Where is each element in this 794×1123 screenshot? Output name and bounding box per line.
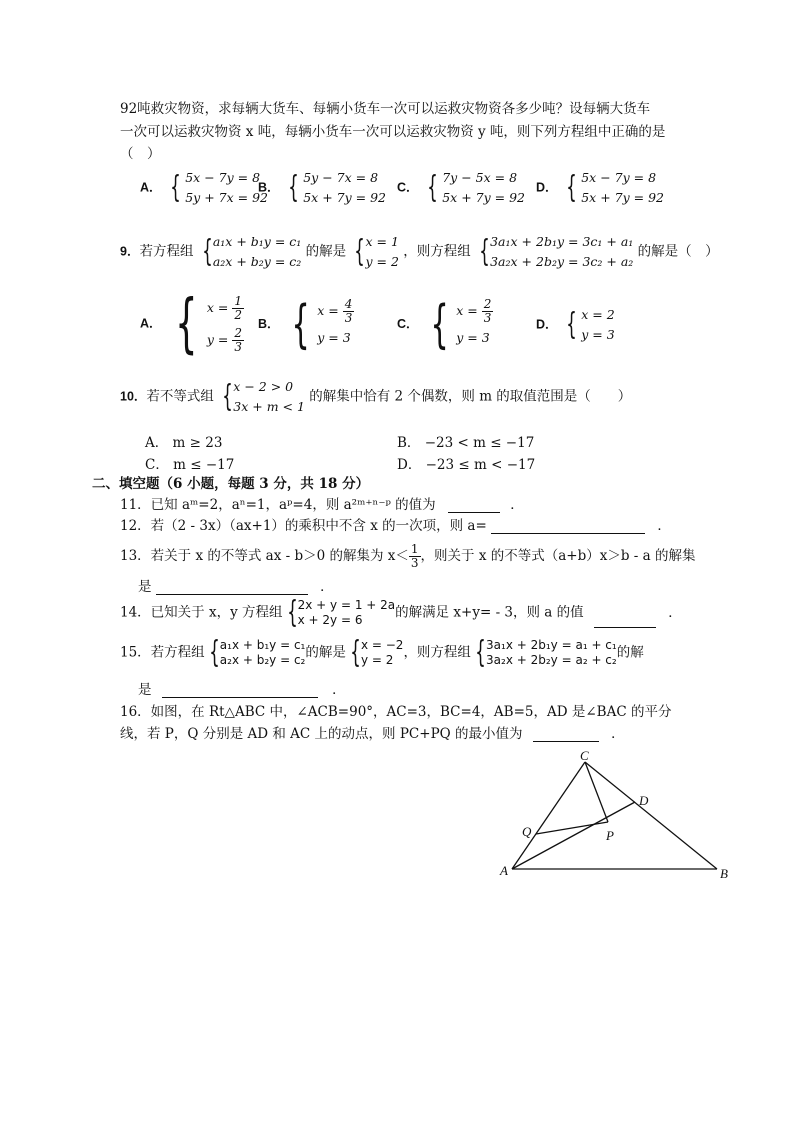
label-d: D — [639, 793, 649, 808]
brace-icon: { — [208, 635, 220, 670]
period: ． — [657, 518, 671, 534]
segment-cb — [585, 762, 717, 869]
option-label: B． — [258, 180, 280, 195]
brace-icon: { — [202, 234, 213, 269]
q8-line2: 一次可以运救灾物资 x 吨，每辆小货车一次可以运救灾物资 y 吨，则下列方程组中正确的是 — [120, 124, 666, 140]
period: ． — [611, 726, 625, 742]
equation: y = 3 — [456, 330, 490, 345]
brace-icon: { — [288, 170, 299, 205]
brace-icon: { — [427, 170, 438, 205]
q14-post: 的解满足 x+y= - 3，则 a 的值 — [395, 604, 584, 621]
answer-blank[interactable] — [594, 627, 656, 628]
segment-pq — [536, 822, 608, 834]
q9-post: 的解是（ ） — [637, 243, 719, 260]
brace-icon: { — [566, 307, 577, 342]
equation: 7y − 5x = 8 — [442, 170, 518, 185]
option-label: D． — [536, 180, 558, 195]
equation: x = 2 — [581, 307, 615, 322]
equation: x − 2 > 0 — [233, 379, 294, 394]
equation: 3a₂x + 2b₂y = 3c₂ + a₂ — [490, 254, 634, 269]
equation: 5x + 7y = 92 — [303, 190, 386, 205]
q10-stem — [120, 377, 631, 417]
q8-option-c[interactable] — [397, 168, 525, 208]
q11 — [120, 493, 524, 513]
q10-option-b[interactable]: B． −23 < m ≤ −17 — [397, 435, 535, 451]
equation: a₂x + b₂y = c₂ — [219, 653, 306, 667]
equation: y = 3 — [581, 327, 615, 342]
fraction-numerator: 1 — [234, 294, 242, 308]
equation: 2x + y = 1 + 2a — [297, 598, 396, 612]
q13-pre: 13．若关于 x 的不等式 ax - b＞0 的解集为 x＜ — [120, 548, 409, 564]
q15-post: 的解 — [616, 644, 644, 661]
q10-pre: 若不等式组 — [146, 388, 214, 405]
equation: 5y + 7x = 92 — [185, 190, 268, 205]
period: ． — [320, 579, 334, 595]
question-number: 9． — [120, 244, 140, 259]
equation: 5x − 7y = 8 — [581, 170, 657, 185]
question-number: 10． — [120, 389, 147, 404]
equation: y = 3 — [317, 330, 351, 345]
equation: 3x + m < 1 — [233, 399, 305, 414]
q16-line2-text: 线，若 P，Q 分别是 AD 和 AC 上的动点，则 PC+PQ 的最小值为 — [120, 726, 523, 742]
q8-option-b[interactable] — [258, 168, 386, 208]
fraction-numerator: 2 — [483, 297, 492, 311]
equation: a₁x + b₁y = c₁ — [219, 638, 306, 652]
equation: 5x − 7y = 8 — [185, 170, 261, 185]
fraction-numerator: 4 — [344, 297, 353, 311]
q9-mid1: 的解是 — [305, 243, 347, 260]
option-label: C． — [397, 180, 419, 195]
q15-mid1: 的解是 — [305, 644, 346, 661]
brace-icon: { — [286, 595, 298, 630]
option-label: A． — [140, 180, 162, 195]
q10-option-a[interactable]: A． m ≥ 23 — [145, 435, 223, 451]
label-a: A — [500, 863, 508, 878]
option-label: A． — [140, 316, 162, 331]
label-q: Q — [522, 824, 532, 839]
equation: a₁x + b₁y = c₁ — [212, 234, 302, 249]
label-p: P — [606, 828, 614, 843]
q9-stem — [120, 232, 719, 272]
answer-blank[interactable] — [162, 697, 318, 698]
answer-blank[interactable] — [156, 594, 308, 595]
equation: x = −2 — [360, 638, 404, 652]
q13-post: ，则关于 x 的不等式（a+b）x＞b - a 的解集 — [420, 548, 696, 564]
equation: 5y − 7x = 8 — [303, 170, 379, 185]
label-b: B — [720, 866, 728, 881]
option-label: B． — [258, 317, 280, 331]
equation: 3a₁x + 2b₁y = a₁ + c₁ — [486, 638, 617, 652]
fraction-numerator: 2 — [234, 326, 242, 340]
brace-icon: { — [475, 635, 486, 670]
period: ． — [332, 682, 346, 698]
fraction-denominator: 3 — [483, 311, 492, 325]
q9-option-b[interactable]: B． { x = $\frac{4}{3}$ y = 3 — [258, 294, 353, 355]
fraction-denominator: 3 — [234, 340, 242, 354]
fraction-denominator: 2 — [234, 308, 242, 322]
q8-line1: 92吨救灾物资，求每辆大货车、每辆小货车一次可以运救灾物资各多少吨？设每辆大货车 — [120, 101, 651, 117]
q8-paren: （ ） — [120, 146, 161, 162]
q10-post: 的解集中恰有 2 个偶数，则 m 的取值范围是（ ） — [309, 388, 632, 405]
q9-pre: 若方程组 — [139, 243, 194, 260]
q13-line2-text: 是 — [138, 579, 152, 595]
q15-pre: 15．若方程组 — [120, 644, 205, 661]
q15 — [120, 635, 644, 670]
q13-line2 — [138, 575, 334, 595]
period: ． — [510, 497, 524, 513]
equation: a₂x + b₂y = c₂ — [212, 254, 302, 269]
brace-icon: { — [354, 234, 366, 269]
q8-option-d[interactable] — [536, 168, 664, 208]
option-label: C． — [397, 317, 419, 331]
triangle-figure — [495, 750, 740, 885]
equation: 5x + 7y = 92 — [581, 190, 664, 205]
fraction-numerator: 1 — [410, 542, 419, 556]
q12 — [120, 514, 671, 534]
q16-line2 — [120, 722, 625, 742]
section-title: 二、填空题（6 小题，每题 3 分，共 18 分） — [92, 476, 370, 492]
fraction-denominator: 3 — [344, 311, 353, 325]
q12-text: 12．若（2 - 3x）（ax+1）的乘积中不含 x 的一次项，则 a= — [120, 518, 487, 534]
q9-option-a[interactable]: A． { x = $\frac{1}{2}$ y = $\frac{2}{3}$ — [140, 287, 242, 361]
q9-option-d[interactable] — [536, 305, 615, 345]
q15-mid2: ，则方程组 — [403, 644, 471, 661]
q11-text: 11．已知 aᵐ=2，aⁿ=1，aᵖ=4，则 a²ᵐ⁺ⁿ⁻ᵖ 的值为 — [120, 497, 436, 513]
brace-icon: { — [566, 170, 577, 205]
q14-pre: 14．已知关于 x，y 方程组 — [120, 604, 283, 621]
brace-icon: { — [479, 234, 490, 269]
q9-option-c[interactable]: C． { x = $\frac{2}{3}$ y = 3 — [397, 294, 492, 355]
option-label: D． — [536, 317, 558, 332]
q15-line2 — [138, 678, 346, 698]
q10-option-d[interactable]: D． −23 ≤ m < −17 — [397, 457, 536, 473]
brace-icon: { — [430, 294, 449, 355]
label-c: C — [580, 750, 589, 763]
q9-mid2: ，则方程组 — [403, 243, 471, 260]
q15-line2-text: 是 — [138, 682, 152, 698]
brace-icon: { — [222, 379, 234, 414]
equation: 3a₂x + 2b₂y = a₂ + c₂ — [486, 653, 617, 667]
q14 — [120, 595, 682, 630]
brace-icon: { — [350, 635, 361, 670]
q16-line1: 16．如图，在 Rt△ABC 中，∠ACB=90°，AC=3，BC=4，AB=5，AD 是∠BAC 的平分 — [120, 704, 672, 720]
q13 — [120, 543, 695, 570]
equation: y = 2 — [365, 254, 399, 269]
answer-blank[interactable] — [533, 741, 599, 742]
brace-icon: { — [170, 170, 181, 205]
brace-icon: { — [174, 287, 198, 361]
equation: 3a₁x + 2b₁y = 3c₁ + a₁ — [490, 234, 634, 249]
equation: y = 2 — [360, 653, 394, 667]
q10-option-c[interactable]: C． m ≤ −17 — [145, 457, 235, 473]
fraction-denominator: 3 — [410, 556, 419, 570]
period: ． — [668, 604, 682, 621]
answer-blank[interactable] — [491, 533, 645, 534]
equation: 5x + 7y = 92 — [442, 190, 525, 205]
equation: x + 2y = 6 — [297, 613, 363, 627]
segment-ac — [512, 762, 585, 869]
brace-icon: { — [291, 294, 310, 355]
equation: x = 1 — [365, 234, 399, 249]
q8-option-a[interactable] — [140, 168, 268, 208]
answer-blank[interactable] — [448, 512, 500, 513]
